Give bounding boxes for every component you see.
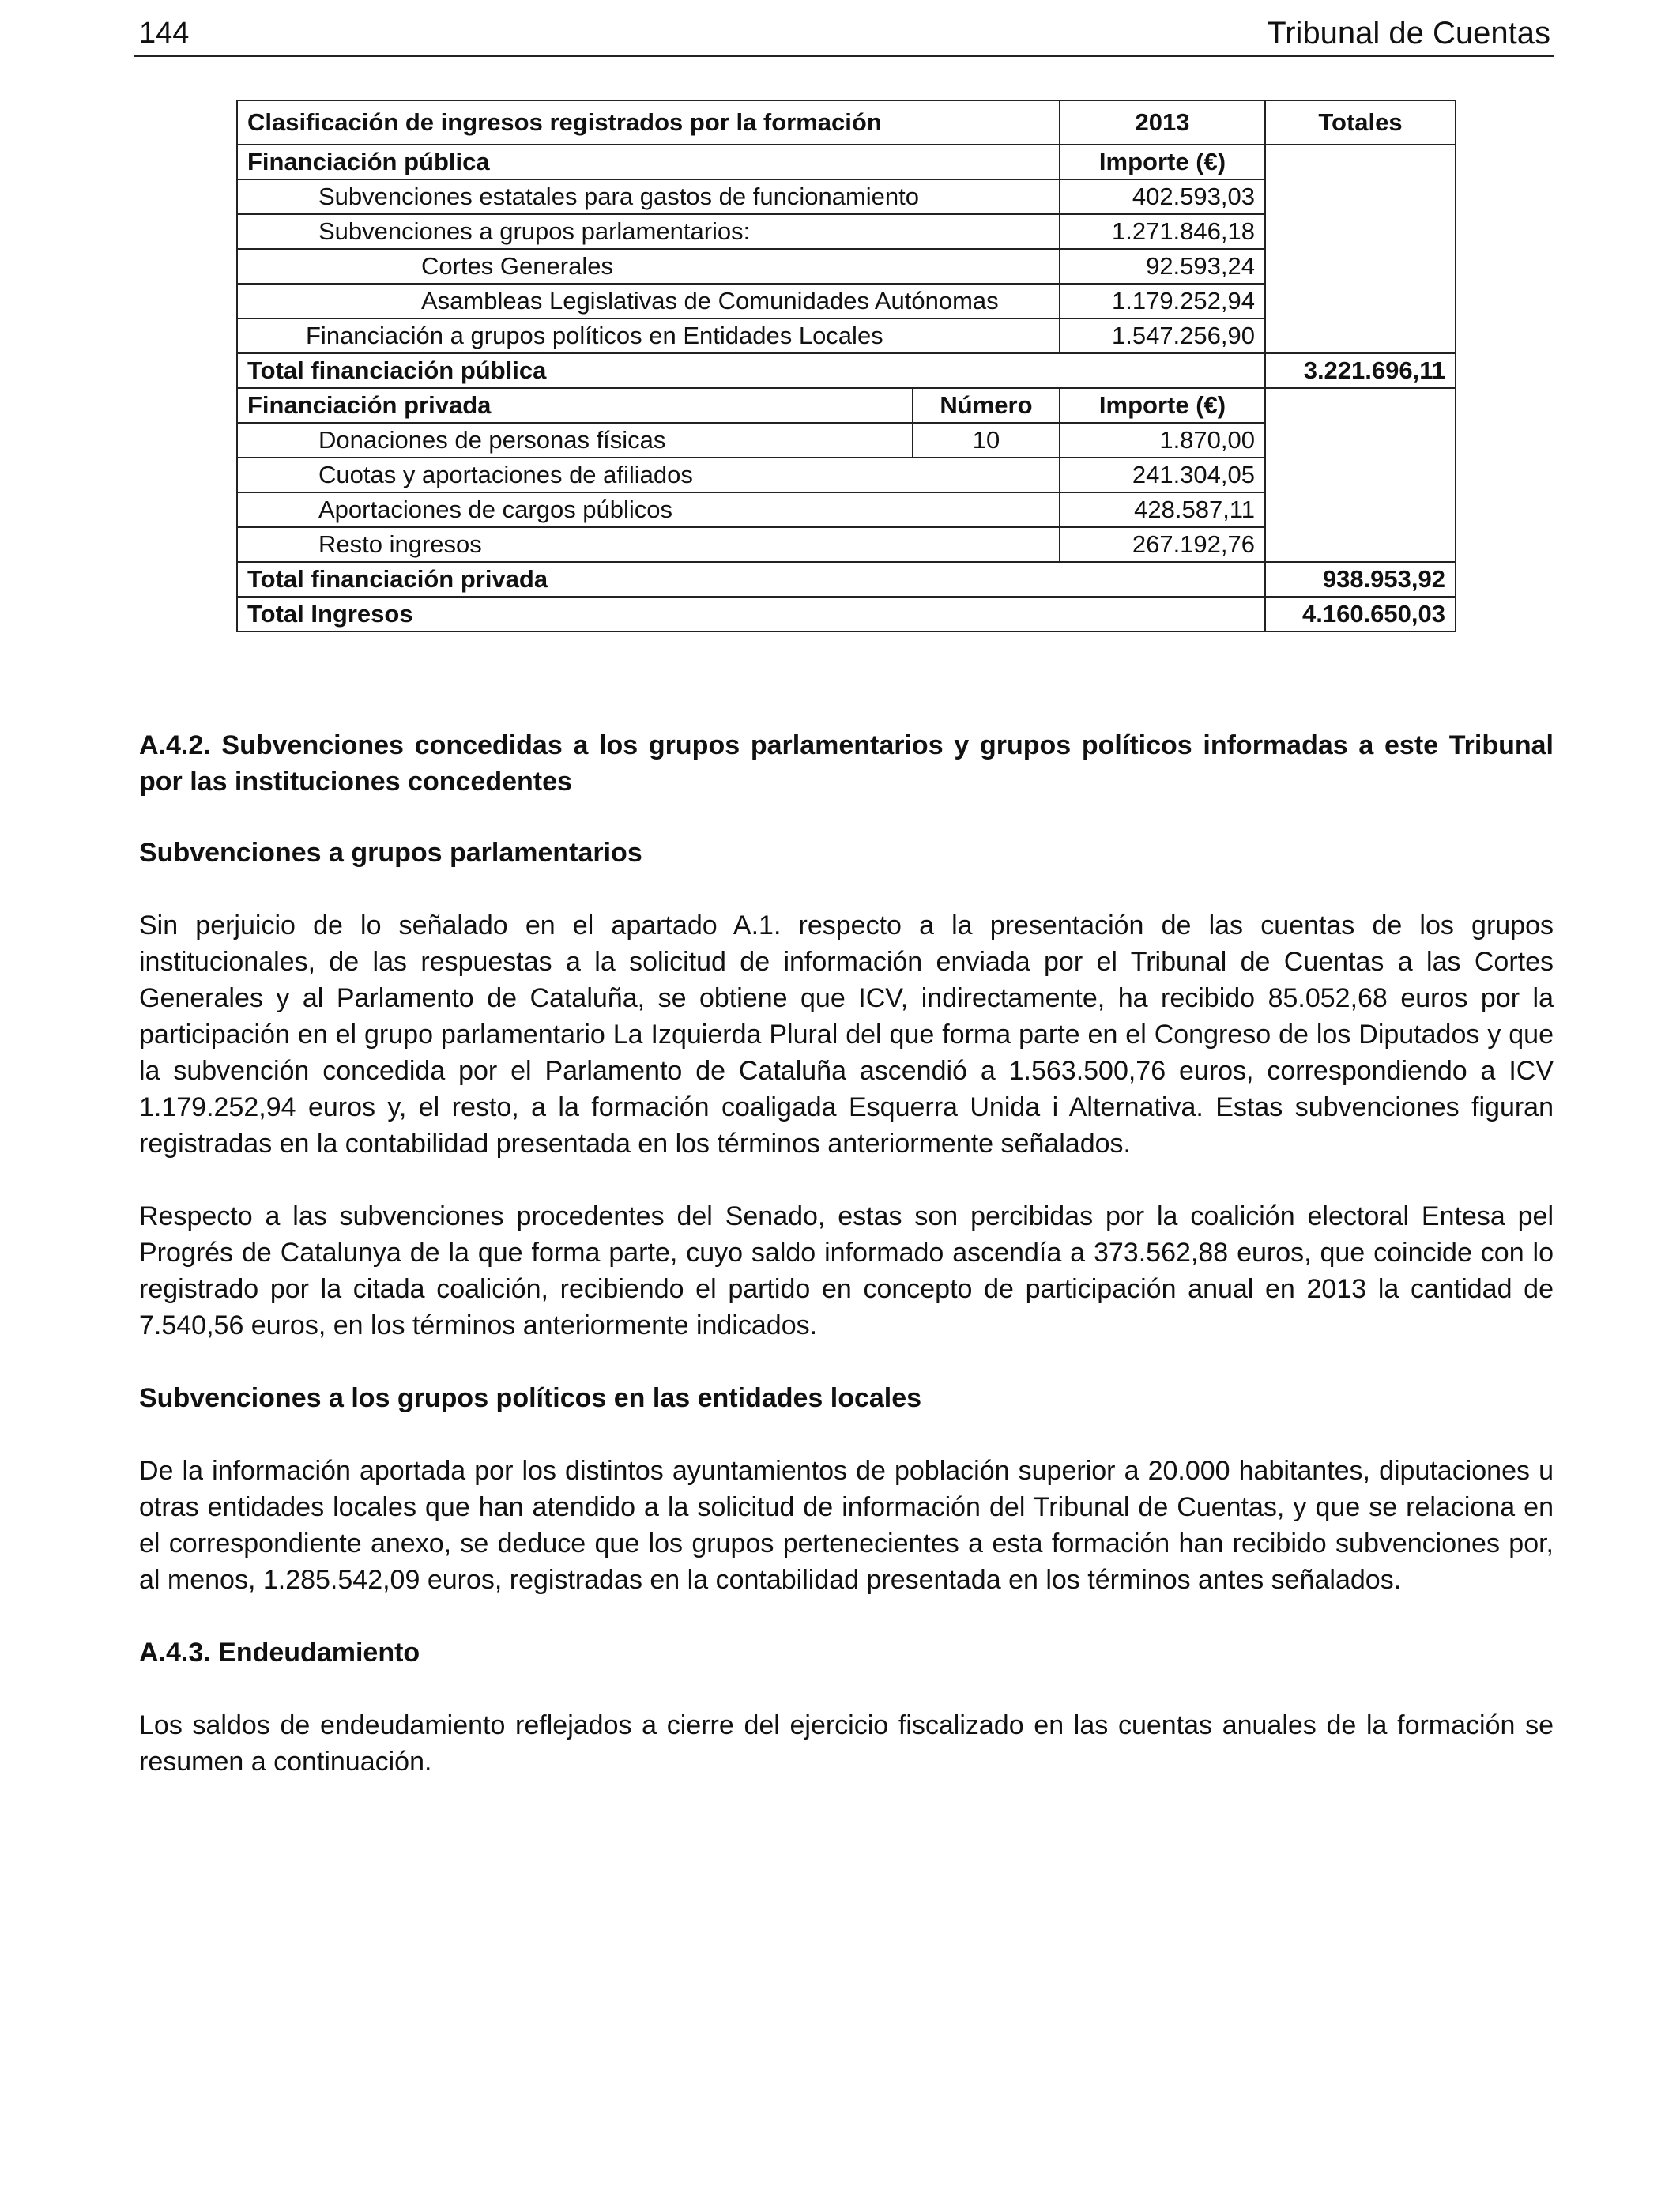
row-label: Aportaciones de cargos públicos <box>237 492 1060 527</box>
totals-blank-cell <box>1265 145 1456 353</box>
row-label: Donaciones de personas físicas <box>237 423 913 458</box>
total-public-label: Total financiación pública <box>237 353 1265 388</box>
total-private-label: Total financiación privada <box>237 562 1265 597</box>
row-amount: 1.179.252,94 <box>1060 284 1265 319</box>
amount-header-private: Importe (€) <box>1060 388 1265 423</box>
totals-blank-cell <box>1265 388 1456 562</box>
row-label: Asambleas Legislativas de Comunidades Autónomas <box>237 284 1060 319</box>
number-header-private: Número <box>913 388 1060 423</box>
income-classification-table <box>236 100 1456 632</box>
column-header-totals: Totales <box>1265 100 1456 145</box>
section-heading-a42: A.4.2. Subvenciones concedidas a los grupos parlamentarios y grupos políticos informadas a este Tribunal por las instituciones concedentes <box>139 730 1554 797</box>
table-row <box>237 145 1456 179</box>
subsection-heading-local: Subvenciones a los grupos políticos en las entidades locales <box>139 1383 922 1413</box>
row-amount: 267.192,76 <box>1060 527 1265 562</box>
total-private-value: 938.953,92 <box>1265 562 1456 597</box>
row-label: Cortes Generales <box>237 249 1060 284</box>
row-amount: 428.587,11 <box>1060 492 1265 527</box>
amount-header-public: Importe (€) <box>1060 145 1265 179</box>
column-header-year: 2013 <box>1060 100 1265 145</box>
page-header <box>134 14 1554 57</box>
row-label: Resto ingresos <box>237 527 1060 562</box>
row-label: Financiación a grupos políticos en Entidades Locales <box>237 319 1060 353</box>
paragraph: Sin perjuicio de lo señalado en el apartado A.1. respecto a la presentación de las cuentas de los grupos institucionales, de las respuestas a la solicitud de información enviada por el Tribunal de Cuentas a las Cortes Generales y al Parlamento de Cataluña, se obtiene que ICV, indirectamente, ha recibido 85.052,68 euros por la participación en el grupo parlamentario La Izquierda Plural del que forma parte en el Congreso de los Diputados y que la subvención concedida por el Parlamento de Cataluña ascendió a 1.563.500,76 euros, correspondiendo a ICV 1.179.252,94 euros y, el resto, a la formación coaligada Esquerra Unida i Alternativa. Estas subvenciones figuran registradas en la contabilidad presentada en los términos anteriormente señalados. <box>139 910 1554 1159</box>
paragraph: De la información aportada por los distintos ayuntamientos de población superior a 20.000 habitantes, diputaciones u otras entidades locales que han atendido a la solicitud de información del Tribunal de Cuentas, y que se relaciona en el correspondiente anexo, se deduce que los grupos pertenecientes a esta formación han recibido subvenciones por, al menos, 1.285.542,09 euros, registradas en la contabilidad presentada en los términos antes señalados. <box>139 1456 1554 1595</box>
table-row <box>237 388 1456 423</box>
row-amount: 1.547.256,90 <box>1060 319 1265 353</box>
running-title: Tribunal de Cuentas <box>1267 16 1550 51</box>
row-amount: 1.271.846,18 <box>1060 214 1265 249</box>
row-label: Subvenciones estatales para gastos de funcionamiento <box>237 179 1060 214</box>
row-amount: 92.593,24 <box>1060 249 1265 284</box>
grand-total-label: Total Ingresos <box>237 597 1265 631</box>
table-row <box>237 353 1456 388</box>
total-public-value: 3.221.696,11 <box>1265 353 1456 388</box>
row-amount: 241.304,05 <box>1060 458 1265 492</box>
row-amount: 1.870,00 <box>1060 423 1265 458</box>
page-number: 144 <box>139 17 190 50</box>
subsection-heading-parliamentary: Subvenciones a grupos parlamentarios <box>139 838 642 868</box>
row-number: 10 <box>913 423 1060 458</box>
row-label: Subvenciones a grupos parlamentarios: <box>237 214 1060 249</box>
paragraph: Los saldos de endeudamiento reflejados a cierre del ejercicio fiscalizado en las cuentas anuales de la formación se resumen a continuación. <box>139 1710 1554 1777</box>
row-label: Cuotas y aportaciones de afiliados <box>237 458 1060 492</box>
row-amount: 402.593,03 <box>1060 179 1265 214</box>
grand-total-value: 4.160.650,03 <box>1265 597 1456 631</box>
paragraph: Respecto a las subvenciones procedentes del Senado, estas son percibidas por la coalición electoral Entesa pel Progrés de Catalunya de la que forma parte, cuyo saldo informado ascendía a 373.562,88 euros, que coincide con lo registrado por la citada coalición, recibiendo el partido en concepto de participación anual en 2013 la cantidad de 7.540,56 euros, en los términos anteriormente indicados. <box>139 1201 1554 1340</box>
section-title-public: Financiación pública <box>237 145 1060 179</box>
document-body <box>139 727 1554 1780</box>
table-row <box>237 562 1456 597</box>
column-header-classification: Clasificación de ingresos registrados por la formación <box>237 100 1060 145</box>
table-row <box>237 597 1456 631</box>
section-title-private: Financiación privada <box>237 388 913 423</box>
section-heading-a43: A.4.3. Endeudamiento <box>139 1638 420 1668</box>
table-header-row <box>237 100 1456 145</box>
